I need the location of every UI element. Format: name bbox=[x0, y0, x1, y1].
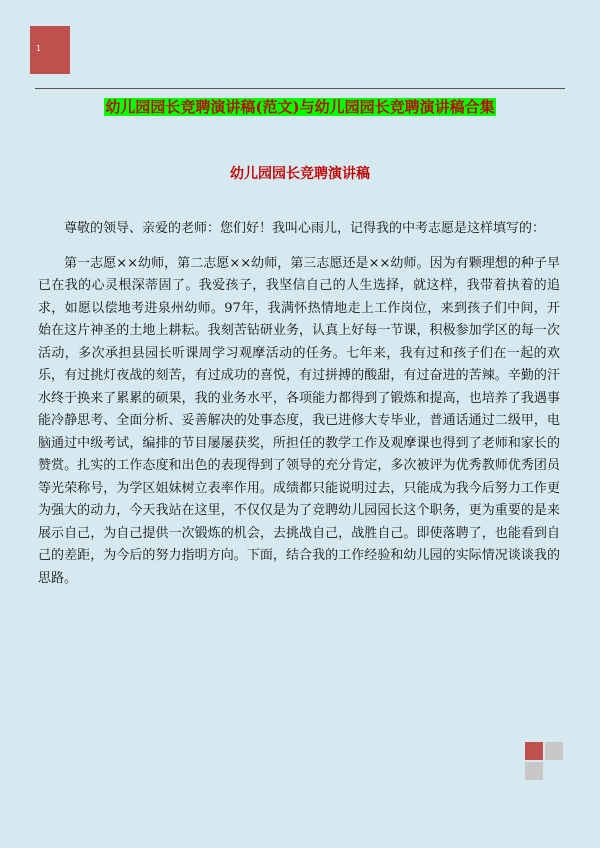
paragraph-main: 第一志愿××幼师，第二志愿××幼师，第三志愿还是××幼师。因为有颗理想的种子早已在我的心灵根深蒂固了。我爱孩子，我坚信自己的人生选择，就这样，我带着执着的追求，如愿以偿地考进泉州幼师。97年，我满怀热情地走上工作岗位，来到孩子们中间，开始在这片神圣的土地上耕耘。我刻苦钻研业务，认真上好每一节课，积极参加学区的每一次活动，多次承担县园长听课周学习观摩活动的任务。七年来，我有过和孩子们在一起的欢乐，有过挑灯夜战的刻苦，有过成功的喜悦，有过拼搏的酸甜，有过奋进的苦辣。辛勤的汗水终于换来了累累的硕果，我的业务水平，各项能力都得到了锻炼和提高，也培养了我遇事能冷静思考、全面分析、妥善解决的处事态度，我已进修大专毕业，普通话通过二级甲，电脑通过中级考试，编排的节目屡屡获奖，所担任的教学工作及观摩课也得到了老师和家长的赞赏。扎实的工作态度和出色的表现得到了领导的充分肯定，多次被评为优秀教师优秀团员等光荣称号，为学区姐妹树立表率作用。成绩都只能说明过去，只能成为我今后努力工作更为强大的动力，今天我站在这里，不仅仅是为了竞聘幼儿园园长这个职务，更为重要的是来展示自己，为自己提供一次锻炼的机会，去挑战自己，战胜自己。即使落聘了，也能看到自己的差距，为今后的努力指明方向。下面，结合我的工作经验和幼儿园的实际情况谈谈我的思路。 bbox=[38, 255, 560, 586]
document-title-text: 幼儿园园长竞聘演讲稿(范文)与幼儿园园长竞聘演讲稿合集 bbox=[105, 98, 495, 116]
decoration-square-gray bbox=[545, 742, 563, 760]
paragraph-greeting: 尊敬的领导、亲爱的老师：您们好！我叫心雨儿，记得我的中考志愿是这样填写的： bbox=[64, 221, 546, 236]
header-rule bbox=[35, 88, 565, 89]
decoration-square-red bbox=[525, 742, 543, 760]
document-title bbox=[0, 96, 600, 117]
decoration-square-gray bbox=[525, 762, 543, 780]
document-body bbox=[38, 218, 560, 590]
section-title: 幼儿园园长竞聘演讲稿 bbox=[230, 166, 370, 182]
page-number-badge bbox=[30, 26, 70, 74]
corner-decoration bbox=[525, 742, 565, 782]
page-number: 1 bbox=[36, 44, 42, 53]
